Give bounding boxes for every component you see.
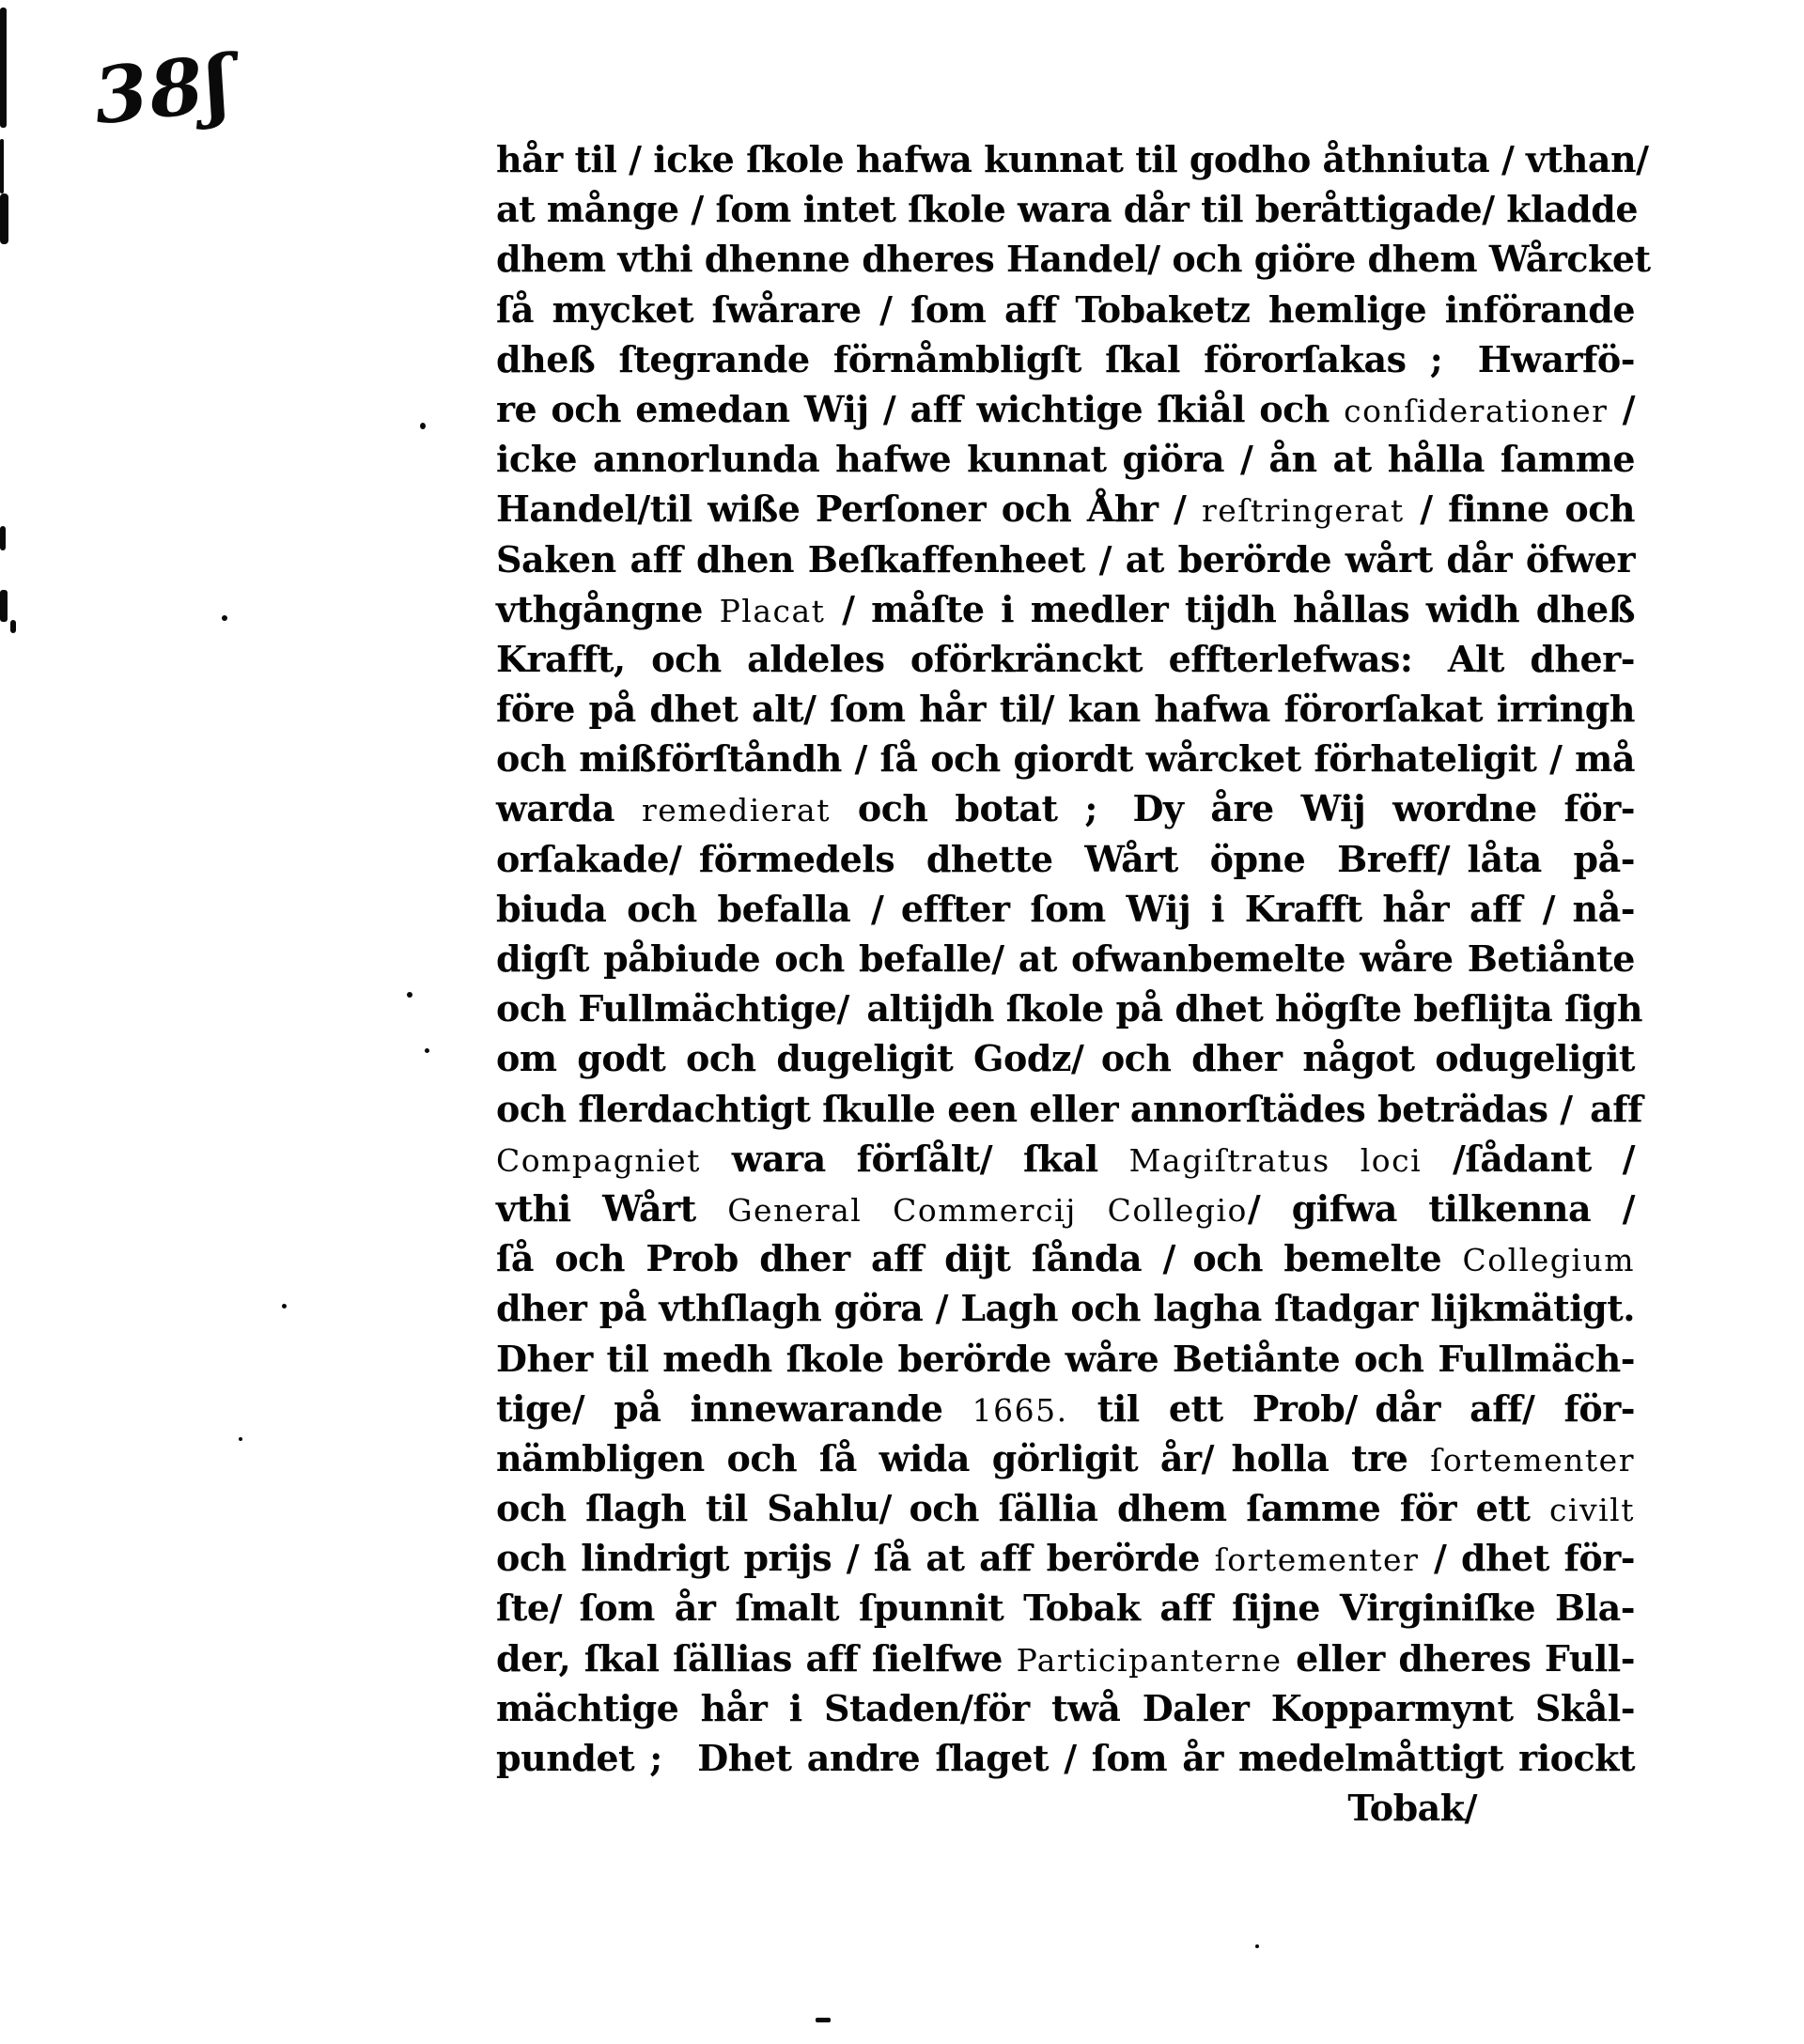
text-segment: ſå och Prob dher aff dijt ſånda / och bemelte bbox=[496, 1237, 1463, 1280]
ink-speck bbox=[425, 1048, 429, 1053]
text-line bbox=[496, 1533, 1635, 1583]
text-segment: / bbox=[1608, 387, 1635, 430]
ink-speck bbox=[282, 1304, 287, 1308]
text-line bbox=[496, 1733, 1635, 1783]
ink-speck bbox=[407, 992, 412, 998]
text-segment: ſortementer bbox=[1214, 1541, 1420, 1579]
text-segment: eller dheres Full- bbox=[1282, 1636, 1635, 1680]
text-segment: ſortementer bbox=[1430, 1441, 1635, 1479]
text-segment: reſtringerat bbox=[1201, 492, 1405, 530]
text-line bbox=[496, 285, 1635, 334]
text-line bbox=[496, 1683, 1635, 1733]
ink-speck bbox=[222, 615, 227, 621]
text-line bbox=[496, 434, 1635, 484]
text-segment: pundet ; Dhet andre ſlaget / ſom år medelmåttigt riockt bbox=[496, 1737, 1635, 1779]
text-segment: / dhet för- bbox=[1419, 1537, 1636, 1580]
text-line bbox=[496, 1483, 1635, 1533]
text-segment: biuda och befalla / effter ſom Wij i Krafft hår aff / nå- bbox=[496, 887, 1635, 930]
text-segment: vthi Wårt bbox=[496, 1186, 728, 1230]
scan-edge-mark bbox=[0, 526, 6, 550]
text-segment: Saken aff dhen Beſkaffenheet / at berörde wårt dår öfwer bbox=[496, 537, 1635, 581]
text-line bbox=[496, 1334, 1635, 1384]
text-segment: General Commercij Collegio bbox=[727, 1191, 1248, 1229]
text-segment: dheß ſtegrande förnåmbligſt ſkal förorſakas ; Hwarfö- bbox=[496, 337, 1635, 380]
text-line bbox=[496, 334, 1635, 384]
text-segment: och botat ; Dy åre Wij wordne för- bbox=[831, 787, 1636, 830]
text-segment: Dher til medh ſkole berörde wåre Betiånte och Fullmäch- bbox=[496, 1337, 1635, 1380]
text-line bbox=[496, 1134, 1635, 1184]
text-segment: nämbligen och ſå wida görligit år/ holla tre bbox=[496, 1436, 1431, 1479]
text-segment: och lindrigt prijs / ſå at aff berörde bbox=[496, 1537, 1215, 1580]
text-segment: och flerdachtigt ſkulle een eller annorſtädes beträdas / aff bbox=[496, 1087, 1642, 1130]
text-segment: hår til / icke ſkole hafwa kunnat til godho åthniuta / vthan/ bbox=[496, 138, 1649, 180]
text-segment: orſakade/ förmedels dhette Wårt öpne Breff/ låta på- bbox=[496, 837, 1635, 880]
text-segment: och mißförſtåndh / ſå och giordt wårcket förhateligit / må bbox=[496, 737, 1635, 781]
text-segment: /ſådant / bbox=[1422, 1137, 1636, 1180]
catchword-line bbox=[496, 1783, 1635, 1833]
text-line bbox=[496, 684, 1635, 734]
scan-edge-mark bbox=[0, 8, 7, 128]
text-line bbox=[496, 1184, 1635, 1233]
text-segment: Magiſtratus loci bbox=[1128, 1141, 1423, 1179]
text-segment: wara förſålt/ ſkal bbox=[700, 1137, 1129, 1180]
text-segment: dhem vthi dhenne dheres Handel/ och giöre dhem Wårcket bbox=[496, 238, 1651, 281]
text-segment: och ſlagh til Sahlu/ och ſällia dhem ſamme för ett bbox=[496, 1487, 1549, 1530]
text-segment: om godt och dugeligit Godz/ och dher något odugeligit bbox=[496, 1037, 1635, 1080]
body-text bbox=[496, 134, 1651, 1833]
text-line bbox=[496, 983, 1642, 1033]
text-segment: Krafft, och aldeles oförkränckt effterlefwas: Alt dher- bbox=[496, 637, 1635, 680]
text-segment: tige/ på innewarande bbox=[496, 1386, 972, 1430]
text-segment: at månge / ſom intet ſkole wara dår til beråttigade/ kladde bbox=[496, 188, 1638, 231]
text-line bbox=[496, 1384, 1635, 1433]
text-segment: der, ſkal ſällias aff ſielfwe bbox=[496, 1636, 1017, 1680]
ink-speck bbox=[1255, 1944, 1259, 1948]
text-segment: warda bbox=[496, 787, 642, 830]
text-segment: til ett Prob/ dår aff/ för- bbox=[1067, 1386, 1635, 1430]
text-segment: och Fullmächtige/ altijdh ſkole på dhet högſte beflijta ſigh bbox=[496, 987, 1642, 1030]
text-line bbox=[496, 884, 1635, 934]
text-segment: / gifwa tilkenna / bbox=[1247, 1186, 1635, 1230]
text-line bbox=[496, 1583, 1635, 1633]
text-line bbox=[496, 1433, 1635, 1483]
text-segment: remedierat bbox=[641, 792, 831, 829]
scan-edge-mark bbox=[0, 194, 8, 244]
ink-speck bbox=[816, 2018, 831, 2022]
text-segment: mächtige hår i Staden/för twå Daler Kopparmynt Skål- bbox=[496, 1686, 1635, 1729]
catchword: Tobak/ bbox=[1347, 1787, 1477, 1830]
text-line bbox=[496, 484, 1635, 534]
text-segment: Collegium bbox=[1462, 1242, 1635, 1279]
text-line bbox=[496, 134, 1649, 184]
text-line bbox=[496, 934, 1635, 983]
text-segment: Participanterne bbox=[1016, 1641, 1283, 1679]
text-segment: Placat bbox=[719, 592, 826, 629]
text-segment: före på dhet alt/ ſom hår til/ kan hafwa förorſakat irringh bbox=[496, 688, 1635, 731]
text-line bbox=[496, 634, 1635, 684]
text-line bbox=[496, 1084, 1642, 1134]
text-line bbox=[496, 184, 1638, 234]
text-segment: conſiderationer bbox=[1344, 392, 1609, 429]
text-line bbox=[496, 783, 1635, 833]
text-segment: Compagniet bbox=[496, 1141, 701, 1179]
text-line bbox=[496, 1233, 1635, 1283]
handwritten-page-number: 38ʃ bbox=[89, 38, 237, 143]
text-segment: ſte/ ſom år ſmalt ſpunnit Tobak aff ſijne Virginiſke Bla- bbox=[496, 1587, 1635, 1630]
scan-edge-mark bbox=[0, 139, 4, 194]
scan-edge-mark bbox=[10, 620, 16, 633]
text-line bbox=[496, 584, 1635, 634]
ink-speck bbox=[420, 423, 426, 429]
text-segment: / måſte i medler tijdh hållas widh dheß bbox=[825, 587, 1635, 630]
text-segment: 1665. bbox=[972, 1391, 1068, 1429]
text-segment: / finne och bbox=[1404, 488, 1635, 531]
text-line bbox=[496, 534, 1635, 584]
text-segment: civilt bbox=[1548, 1492, 1635, 1529]
text-segment: ſå mycket ſwårare / ſom aff Tobaketz hemlige införande bbox=[496, 287, 1635, 331]
scan-edge-mark bbox=[0, 590, 8, 622]
text-segment: icke annorlunda hafwe kunnat giöra / ån at hålla ſamme bbox=[496, 438, 1635, 481]
text-line bbox=[496, 384, 1635, 434]
text-segment: vthgångne bbox=[496, 587, 720, 630]
text-line bbox=[496, 834, 1635, 884]
text-line bbox=[496, 234, 1651, 284]
text-line bbox=[496, 1634, 1635, 1683]
text-segment: re och emedan Wij / aff wichtige ſkiål och bbox=[496, 387, 1345, 430]
text-line bbox=[496, 1283, 1635, 1333]
ink-speck bbox=[239, 1437, 242, 1441]
text-line bbox=[496, 734, 1635, 783]
text-segment: Handel/til wiße Perſoner och Åhr / bbox=[496, 488, 1202, 531]
text-line bbox=[496, 1033, 1635, 1083]
text-segment: dher på vthſlagh göra / Lagh och lagha ſtadgar lijkmätigt. bbox=[496, 1287, 1635, 1330]
text-segment: digſt påbiude och befalle/ at ofwanbemelte wåre Betiånte bbox=[496, 937, 1635, 980]
